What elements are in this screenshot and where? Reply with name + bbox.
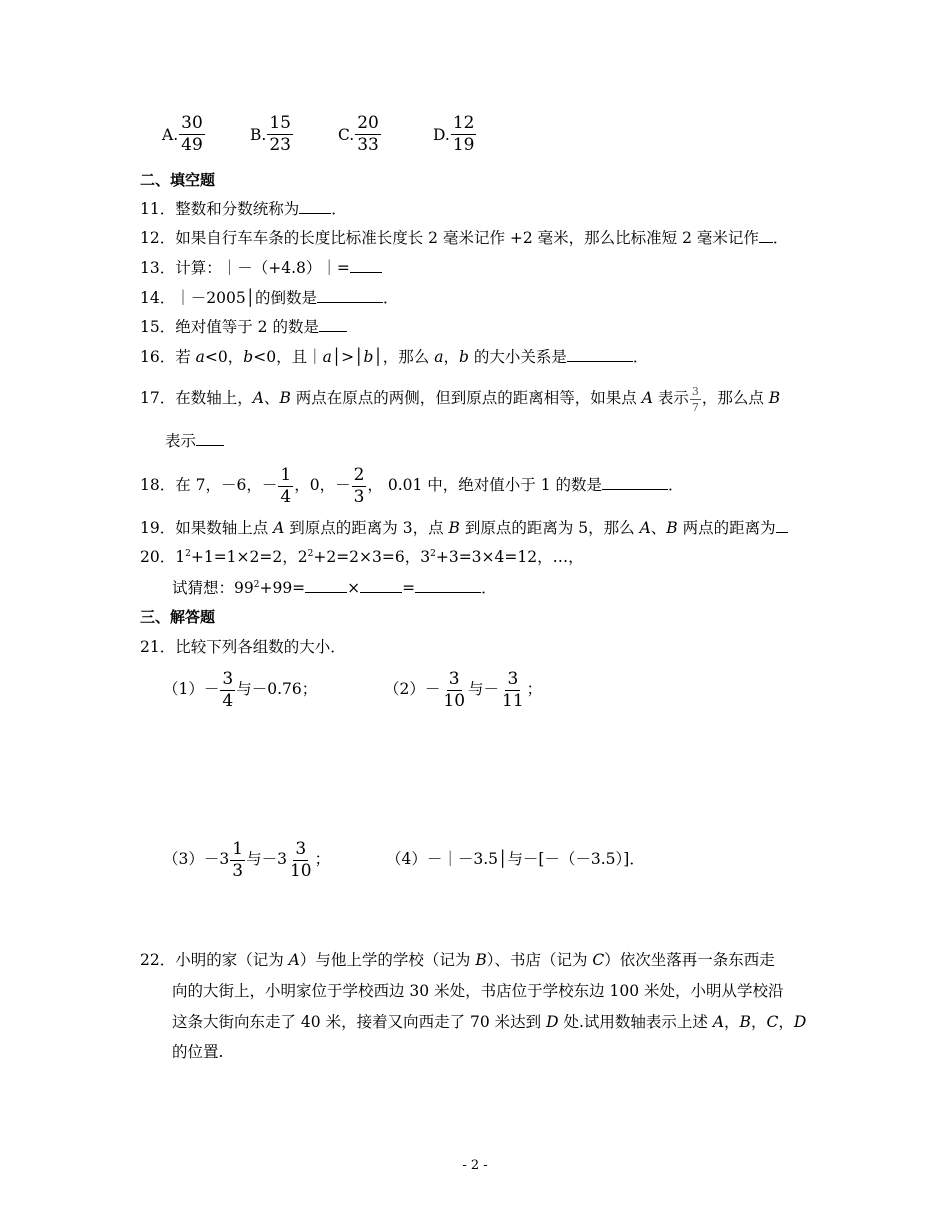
answer-blank bbox=[319, 317, 347, 332]
answer-blank bbox=[350, 258, 382, 273]
answer-blank bbox=[299, 199, 331, 214]
option-d: D. $\frac{12}{19}$ bbox=[433, 113, 475, 155]
option-b: B. $\frac{15}{23}$ bbox=[250, 113, 291, 155]
question-19: 19．如果数轴上点 A 到原点的距离为 3，点 B 到原点的距离为 5，那么 A、B 两点的距离为 bbox=[140, 518, 788, 538]
answer-blank bbox=[602, 475, 668, 490]
answer-blank bbox=[305, 578, 347, 593]
answer-blank bbox=[360, 578, 402, 593]
section-title-fill-in: 二、填空题 bbox=[140, 171, 216, 189]
fraction: $\frac{3}{11}$ bbox=[502, 668, 524, 711]
question-21-part-4: （4）－｜－3.5│与－[－（－3.5）]． bbox=[386, 850, 645, 868]
question-22-line-2: 向的大街上，小明家位于学校西边 30 米处，书店位于学校东边 100 米处，小明从学校沿 bbox=[172, 982, 784, 1000]
question-21-part-2: （2）－ $\frac{3}{10}$ 与－ $\frac{3}{11}$ ； bbox=[384, 668, 543, 711]
answer-blank bbox=[567, 347, 633, 362]
answer-blank bbox=[196, 431, 224, 446]
fraction: $\frac{2}{3}$ bbox=[353, 464, 365, 507]
answer-blank bbox=[317, 288, 383, 303]
question-20-line-2: 试猜想：$99^2+99=$ × = ． bbox=[172, 579, 497, 597]
option-c: C. $\frac{20}{33}$ bbox=[338, 113, 379, 155]
question-12: 12．如果自行车车条的长度比标准长度长 2 毫米记作 +2 毫米，那么比标准短 2 毫米记作 ． bbox=[140, 229, 789, 247]
option-a: A. $\frac{30}{49}$ bbox=[162, 113, 203, 155]
question-22: 22．小明的家（记为 A）与他上学的学校（记为 B）、书店（记为 C）依次坐落再一条东西走 bbox=[140, 951, 775, 969]
question-11: 11．整数和分数统称为 ． bbox=[140, 200, 347, 218]
fraction: $\frac{12}{19}$ bbox=[452, 113, 475, 155]
question-18: 18．在 7，－6，－ $\frac{1}{4}$ ，0，－ $\frac{2}{3}$ ， 0.01 中，绝对值小于 1 的数是 ． bbox=[140, 464, 684, 507]
question-20: 20．$1^2+1=1\times 2=2$，$2^2+2=2\times 3=6$，$3^2+3=3\times 4=12$，…， bbox=[140, 548, 584, 566]
fraction: $\frac{1}{4}$ bbox=[280, 464, 292, 507]
fraction: $\frac{20}{33}$ bbox=[357, 113, 379, 155]
question-21: 21．比较下列各组数的大小． bbox=[140, 638, 346, 656]
question-14: 14．｜－2005│的倒数是 ． bbox=[140, 289, 399, 307]
answer-blank bbox=[415, 578, 481, 593]
question-17: 17．在数轴上，A、B 两点在原点的两侧，但到原点的距离相等，如果点 A 表示 $\frac{3}{7}$ ，那么点 B bbox=[140, 384, 781, 414]
question-17-line-2: 表示 bbox=[165, 431, 224, 451]
question-16: 16．若 a<0，b<0，且｜a│>│b│，那么 a，b 的大小关系是 ． bbox=[140, 348, 649, 366]
answer-blank bbox=[776, 518, 788, 533]
fraction: $\frac{1}{3}$ bbox=[232, 838, 244, 881]
fraction: $\frac{30}{49}$ bbox=[181, 113, 203, 155]
section-title-answer: 三、解答题 bbox=[140, 608, 216, 626]
question-21-part-3: （3）－3 $\frac{1}{3}$ 与－3 $\frac{3}{10}$ ； bbox=[163, 838, 331, 881]
fraction: $\frac{3}{4}$ bbox=[222, 668, 234, 711]
fraction: $\frac{3}{7}$ bbox=[691, 384, 699, 414]
question-22-line-4: 的位置. bbox=[172, 1043, 224, 1061]
fraction: $\frac{3}{10}$ bbox=[289, 838, 312, 881]
question-21-part-1: （1）－ $\frac{3}{4}$ 与－0.76； bbox=[163, 668, 318, 711]
question-15: 15．绝对值等于 2 的数是 bbox=[140, 317, 347, 337]
answer-blank bbox=[759, 228, 773, 243]
page-number: - 2 - bbox=[462, 1158, 488, 1173]
question-13: 13．计算：｜－（+4.8）｜= bbox=[140, 258, 382, 278]
fraction: $\frac{15}{23}$ bbox=[269, 113, 291, 155]
question-22-line-3: 这条大街向东走了 40 米，接着又向西走了 70 米达到 D 处.试用数轴表示上述 A，B，C，D bbox=[172, 1013, 807, 1031]
fraction: $\frac{3}{10}$ bbox=[443, 668, 466, 711]
